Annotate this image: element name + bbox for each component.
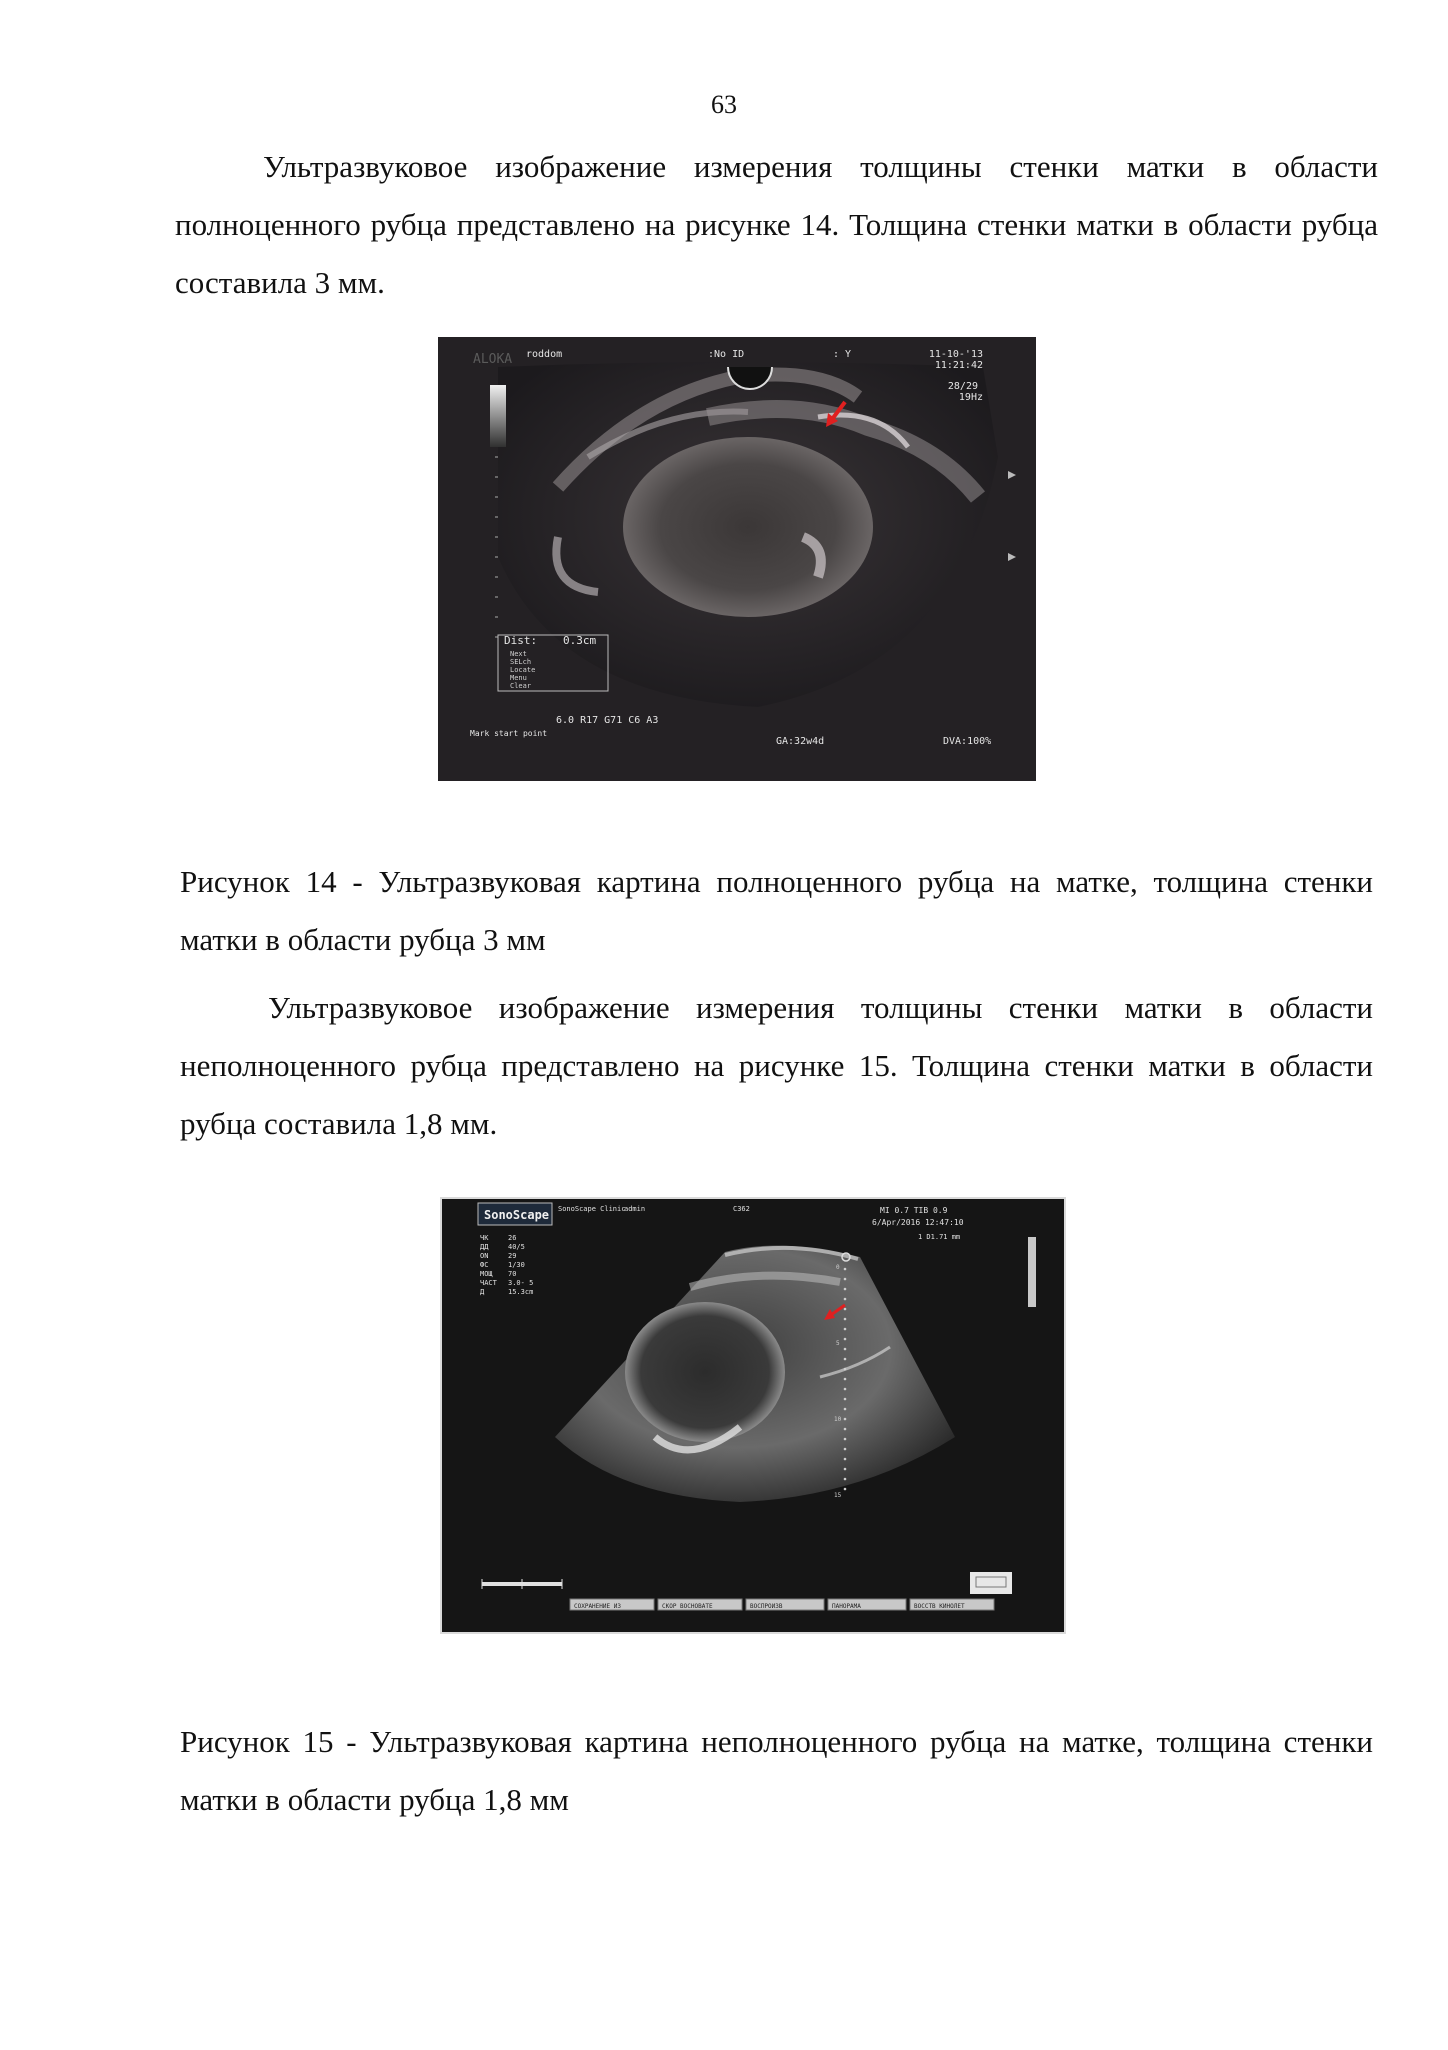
page-number: 63 <box>711 90 737 119</box>
figure14-date: 11-10-'13 <box>928 349 983 360</box>
figure14-frame: 28/29 <box>947 381 978 392</box>
figure15-bottom-button: ВОССТВ КИНОЛЕТ <box>914 1603 965 1610</box>
figure15-param-label: МОЩ <box>480 1270 493 1278</box>
figure15-bottom-button: ПАНОРАМА <box>832 1603 861 1610</box>
figure15-param-value: 3.0- 5 <box>508 1279 534 1287</box>
figure15-param-value: 40/5 <box>508 1243 525 1251</box>
figure14-time: 11:21:42 <box>934 360 983 371</box>
figure14-header-id: :No ID <box>708 349 745 360</box>
figure14-mark-status: Mark start point <box>470 729 548 738</box>
figure15-user: admin <box>624 1205 646 1213</box>
figure14-menu-item: Locate <box>510 666 536 674</box>
figure15-depth-mark: 0 <box>836 1264 840 1271</box>
figure15-param-value: 26 <box>508 1234 517 1242</box>
figure15-param-label: Д <box>480 1288 485 1296</box>
figure14-menu-item: Menu <box>510 674 527 682</box>
figure15-param-label: ON <box>480 1252 489 1260</box>
figure15-clinic: SonoScape Clinic <box>558 1205 626 1213</box>
paragraph-2: Ультразвуковое изображение измерения толщины стенки матки в области неполноценного рубца представлено на рисунке 15. Толщина стенки матки в области рубца составила 1,8 мм. <box>180 990 1373 1141</box>
figure15-param-value: 29 <box>508 1252 517 1260</box>
figure14-ga: GA:32w4d <box>776 736 825 747</box>
figure-15-ultrasound <box>440 1197 1066 1634</box>
figure14-dist-label: Dist: <box>504 634 538 647</box>
figure15-d1: 1 D1.71 mm <box>918 1233 961 1241</box>
caption-figure-14: Рисунок 14 - Ультразвуковая картина полноценного рубца на матке, толщина стенки матки в области рубца 3 мм <box>180 864 1373 957</box>
figure14-menu-item: SELch <box>510 658 532 666</box>
figure15-depth-mark: 15 <box>834 1492 842 1499</box>
figure15-bottom-button: ВОСПРОИЗВ <box>750 1603 783 1610</box>
figure14-header-left: roddom <box>526 349 563 360</box>
figure15-probe: C362 <box>733 1205 750 1213</box>
figure-14-ultrasound <box>438 337 1036 781</box>
figure15-param-label: ЧАСТ <box>480 1279 497 1287</box>
figure15-brand: SonoScape <box>484 1208 550 1222</box>
figure15-bottom-button: СКОР ВОСНОВАТЕ <box>662 1603 713 1610</box>
figure15-depth-mark: 10 <box>834 1416 842 1423</box>
figure14-dist-value: 0.3cm <box>563 634 597 647</box>
figure15-depth-mark: 5 <box>836 1340 840 1347</box>
figure14-dva: DVA:100% <box>943 736 992 747</box>
figure15-param-value: 1/30 <box>508 1261 525 1269</box>
figure15-mi-tib: MI 0.7 TIB 0.9 <box>880 1206 948 1215</box>
figure15-param-label: ДД <box>480 1243 489 1251</box>
paragraph-1: Ультразвуковое изображение измерения толщины стенки матки в области полноценного рубца представлено на рисунке 14. Толщина стенки матки в области рубца составила 3 мм. <box>175 149 1378 300</box>
figure14-menu-item: Clear <box>510 682 532 690</box>
figure14-brand: ALOKA <box>473 352 513 367</box>
figure15-param-label: ФС <box>480 1261 489 1269</box>
caption-figure-15: Рисунок 15 - Ультразвуковая картина неполноценного рубца на матке, толщина стенки матки в области рубца 1,8 мм <box>180 1724 1373 1817</box>
figure14-params: 6.0 R17 G71 C6 A3 <box>556 715 659 726</box>
figure14-header-y: : Y <box>833 349 852 360</box>
figure15-param-label: ЧК <box>480 1234 489 1242</box>
figure15-bottom-button: СОХРАНЕНИЕ ИЗ <box>574 1603 621 1610</box>
figure14-freq: 19Hz <box>958 392 983 403</box>
figure15-param-value: 15.3cm <box>508 1288 534 1296</box>
figure15-param-value: 70 <box>508 1270 517 1278</box>
figure15-datetime: 6/Apr/2016 12:47:10 <box>872 1218 964 1227</box>
figure14-menu-item: Next <box>510 650 527 658</box>
